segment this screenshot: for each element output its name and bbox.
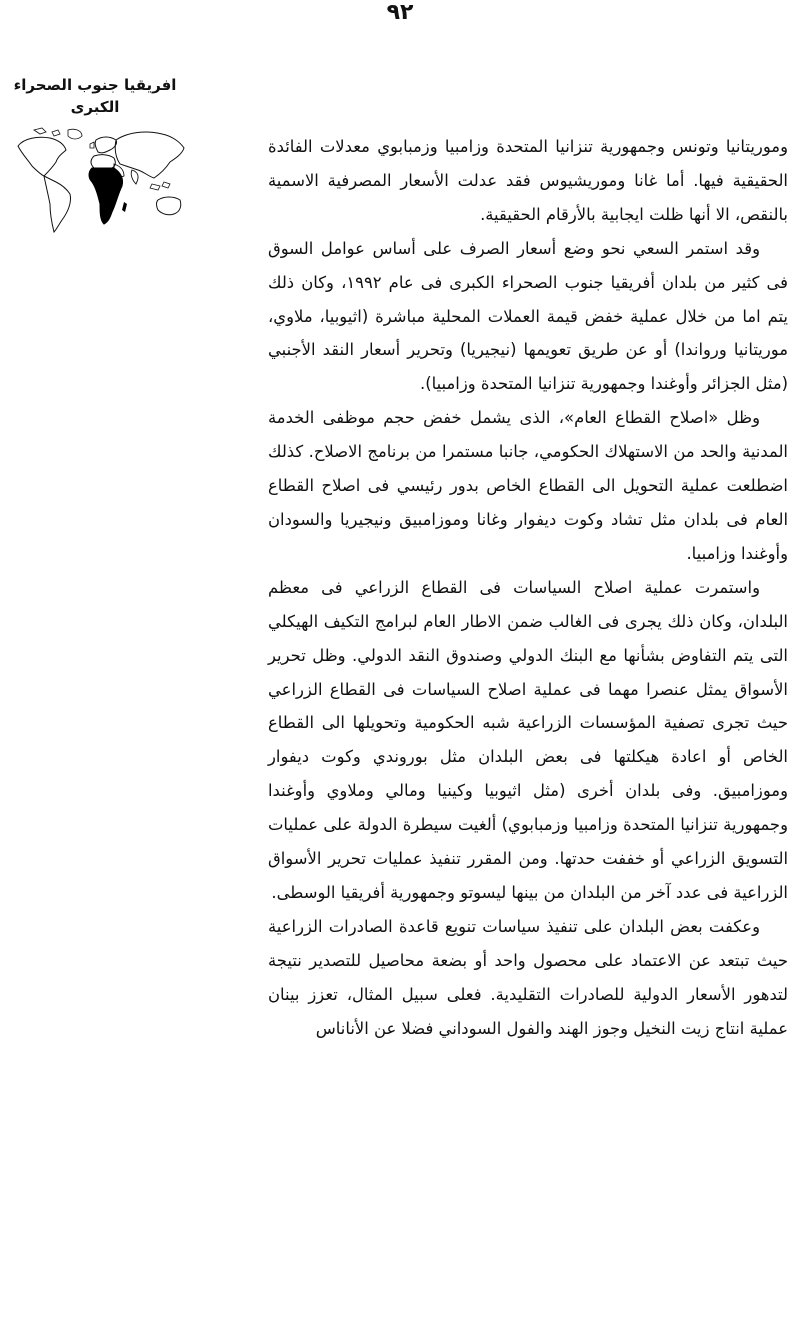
paragraph-1: وموريتانيا وتونس وجمهورية تنزانيا المتحدة وزامبيا وزمبابوي معدلات الفائدة الحقيقية فيها. أما غانا وموريشيوس فقد عدلت الأسعار المصرفية الاسمية بالنقص، الا أنها ظلت ايجابية بالأرقام الحقيقية. <box>268 137 788 224</box>
paragraph-3: وظل «اصلاح القطاع العام»، الذى يشمل خفض حجم موظفى الخدمة المدنية والحد من الاستهلاك الحكومي، جانبا مستمرا من برنامج الاصلاح. كذلك اضطلعت عملية التحويل الى القطاع الخاص بدور رئيسي فى اصلاح القطاع العام فى بلدان مثل تشاد وكوت ديفوار وغانا وموزامبيق ونيجيريا والسودان وأوغندا وزامبيا. <box>268 408 788 563</box>
paragraph-4: واستمرت عملية اصلاح السياسات فى القطاع الزراعي فى معظم البلدان، وكان ذلك يجرى فى الغالب ضمن الاطار العام لبرامج التكيف الهيكلي التى يتم التفاوض بشأنها مع البنك الدولي وصندوق النقد الدولي. وظل تحرير الأسواق يمثل عنصرا مهما فى عملية اصلاح السياسات فى القطاع الزراعي حيث تجرى تصفية المؤسسات الزراعية شبه الحكومية وتحويلها الى القطاع الخاص أو اعادة هيكلتها فى بعض البلدان مثل بوروندي وكوت ديفوار وموزامبيق. وفى بلدان أخرى (مثل اثيوبيا وكينيا ومالي وملاوي وأوغندا وجمهورية تنزانيا المتحدة وزامبيا وزمبابوي) ألغيت سيطرة الدولة على عمليات التسويق الزراعي أو خففت حدتها. ومن المقرر تنفيذ عمليات تحرير الأسواق الزراعية فى عدد آخر من البلدان من بينها ليسوتو وجمهورية أفريقيا الوسطى. <box>268 577 788 902</box>
world-map-africa-highlighted-icon <box>12 124 190 236</box>
page-number: ٩٢ <box>386 0 414 25</box>
section-marker <box>0 74 190 236</box>
section-title-line-2: الكبرى <box>70 98 120 116</box>
section-title-line-1: افريقيا جنوب الصحراء <box>13 76 177 94</box>
paragraph-5: وعكفت بعض البلدان على تنفيذ سياسات تنويع قاعدة الصادرات الزراعية حيث تبتعد عن الاعتماد على محصول واحد أو بضعة محاصيل للتصدير نتيجة لتدهور الأسعار الدولية للصادرات التقليدية. فعلى سبيل المثال، تعزز بينان عملية انتاج زيت النخيل وجوز الهند والفول السوداني فضلا عن الأناناس <box>268 916 788 1038</box>
article-body <box>268 130 788 1045</box>
paragraph-2: وقد استمر السعي نحو وضع أسعار الصرف على أساس عوامل السوق فى كثير من بلدان أفريقيا جنوب الصحراء الكبرى فى عام ١٩٩٢، وكان ذلك يتم اما من خلال عملية خفض قيمة العملات المحلية مباشرة (اثيوبيا، ملاوي، موريتانيا ورواندا) أو عن طريق تعويمها (نيجيريا) وتحرير أسعار النقد الأجنبي (مثل الجزائر وأوغندا وجمهورية تنزانيا المتحدة وزامبيا). <box>268 238 788 394</box>
